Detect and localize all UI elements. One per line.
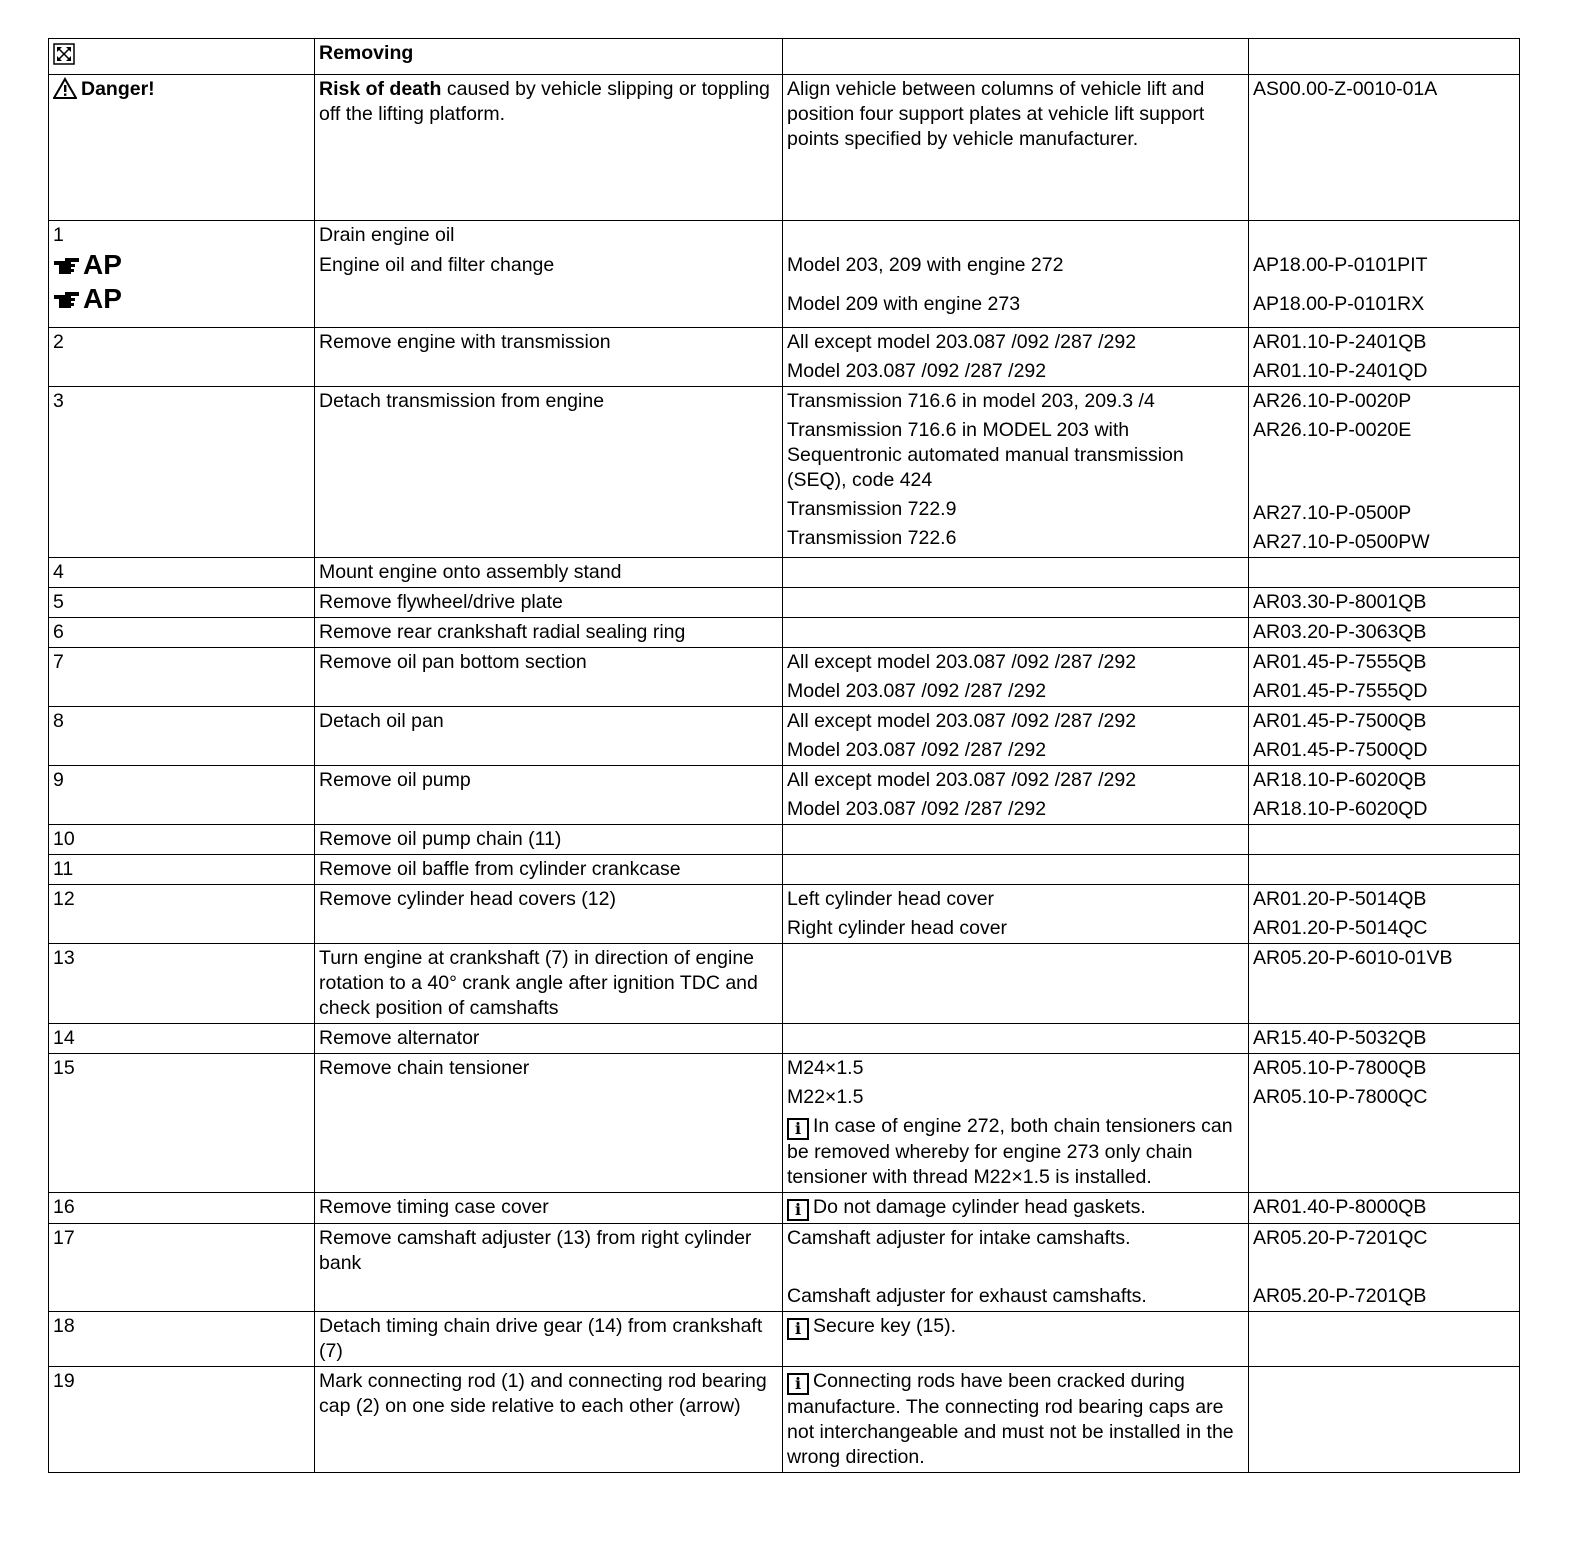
danger-cell [49,75,315,221]
header-title: Removing [315,39,783,75]
table-row [49,75,1520,221]
table-row [49,221,1520,328]
header-icon-cell [49,39,315,75]
table-row: 15 Remove chain tensioner M24×1.5 M22×1.5 i In case of engine 272, both chain tensioners can be removed whereby for engine 273 only chain tensioner with thread M22×1.5 is installed. AR05.10-P-7800QB AR05.10-P-7800QC [49,1054,1520,1193]
info-icon: i [787,1373,809,1395]
table-row [49,39,1520,75]
step-conditions: Model 203, 209 with engine 272 Model 209 with engine 273 [783,221,1249,328]
table-row: 6 Remove rear crankshaft radial sealing ring AR03.20-P-3063QB [49,618,1520,648]
danger-action: Align vehicle between columns of vehicle lift and position four support plates at vehicle lift support points specified by vehicle manufacturer. [783,75,1249,221]
table-row: 8 Detach oil pan All except model 203.087 /092 /287 /292 Model 203.087 /092 /287 /292 AR01.45-P-7500QB AR01.45-P-7500QD [49,707,1520,766]
table-row: 18 Detach timing chain drive gear (14) from crankshaft (7) i Secure key (15). [49,1312,1520,1367]
pointing-hand-icon [53,289,81,311]
table-row: 12 Remove cylinder head covers (12) Left cylinder head cover Right cylinder head cover AR01.20-P-5014QB AR01.20-P-5014QC [49,885,1520,944]
ap-reference-1[interactable]: AP [53,248,309,282]
step-refs: AP18.00-P-0101PIT AP18.00-P-0101RX [1249,221,1520,328]
danger-ref: AS00.00-Z-0010-01A [1249,75,1520,221]
ap-reference-2[interactable]: AP [53,282,309,316]
table-row: 19 Mark connecting rod (1) and connecting rod bearing cap (2) on one side relative to each other (arrow) i Connecting rods have been cracked during manufacture. The connecting rod bearing caps are not interchangeable and must not be installed in the wrong direction. [49,1367,1520,1473]
table-row: 9 Remove oil pump All except model 203.087 /092 /287 /292 Model 203.087 /092 /287 /292 AR18.10-P-6020QB AR18.10-P-6020QD [49,766,1520,825]
warning-icon [53,77,77,99]
expand-icon[interactable] [53,43,75,65]
table-row: 3 Detach transmission from engine Transmission 716.6 in model 203, 209.3 /4 Transmission 716.6 in MODEL 203 with Sequentronic automated manual transmission (SEQ), code 424 Transmission 722.9 Transmission 722.6 AR26.10-P-0020P AR26.10-P-0020E AR27.10-P-0500P AR27.10-P-0500PW [49,387,1520,558]
info-icon: i [787,1318,809,1340]
danger-label: Danger! [81,78,155,100]
table-row: 14 Remove alternator AR15.40-P-5032QB [49,1024,1520,1054]
table-row: 17 Remove camshaft adjuster (13) from right cylinder bank Camshaft adjuster for intake camshafts. Camshaft adjuster for exhaust camshafts. AR05.20-P-7201QC AR05.20-P-7201QB [49,1224,1520,1312]
step-text: Drain engine oil Engine oil and filter change [315,221,783,328]
info-icon: i [787,1118,809,1140]
table-row: 13 Turn engine at crankshaft (7) in direction of engine rotation to a 40° crank angle after ignition TDC and check position of camshafts AR05.20-P-6010-01VB [49,944,1520,1024]
table-row: 2 Remove engine with transmission All except model 203.087 /092 /287 /292 Model 203.087 /092 /287 /292 AR01.10-P-2401QB AR01.10-P-2401QD [49,328,1520,387]
danger-description: Risk of death caused by vehicle slipping or toppling off the lifting platform. [315,75,783,221]
table-row: 4 Mount engine onto assembly stand [49,558,1520,588]
table-row: 5 Remove flywheel/drive plate AR03.30-P-8001QB [49,588,1520,618]
table-row: 16 Remove timing case cover i Do not damage cylinder head gaskets. AR01.40-P-8000QB [49,1193,1520,1224]
table-row: 10 Remove oil pump chain (11) [49,825,1520,855]
pointing-hand-icon [53,255,81,277]
table-row: 11 Remove oil baffle from cylinder crankcase [49,855,1520,885]
table-row: 7 Remove oil pan bottom section All except model 203.087 /092 /287 /292 Model 203.087 /092 /287 /292 AR01.45-P-7555QB AR01.45-P-7555QD [49,648,1520,707]
step-number: 1 AP AP [49,221,315,328]
info-icon: i [787,1199,809,1221]
procedure-table [48,38,1520,1473]
